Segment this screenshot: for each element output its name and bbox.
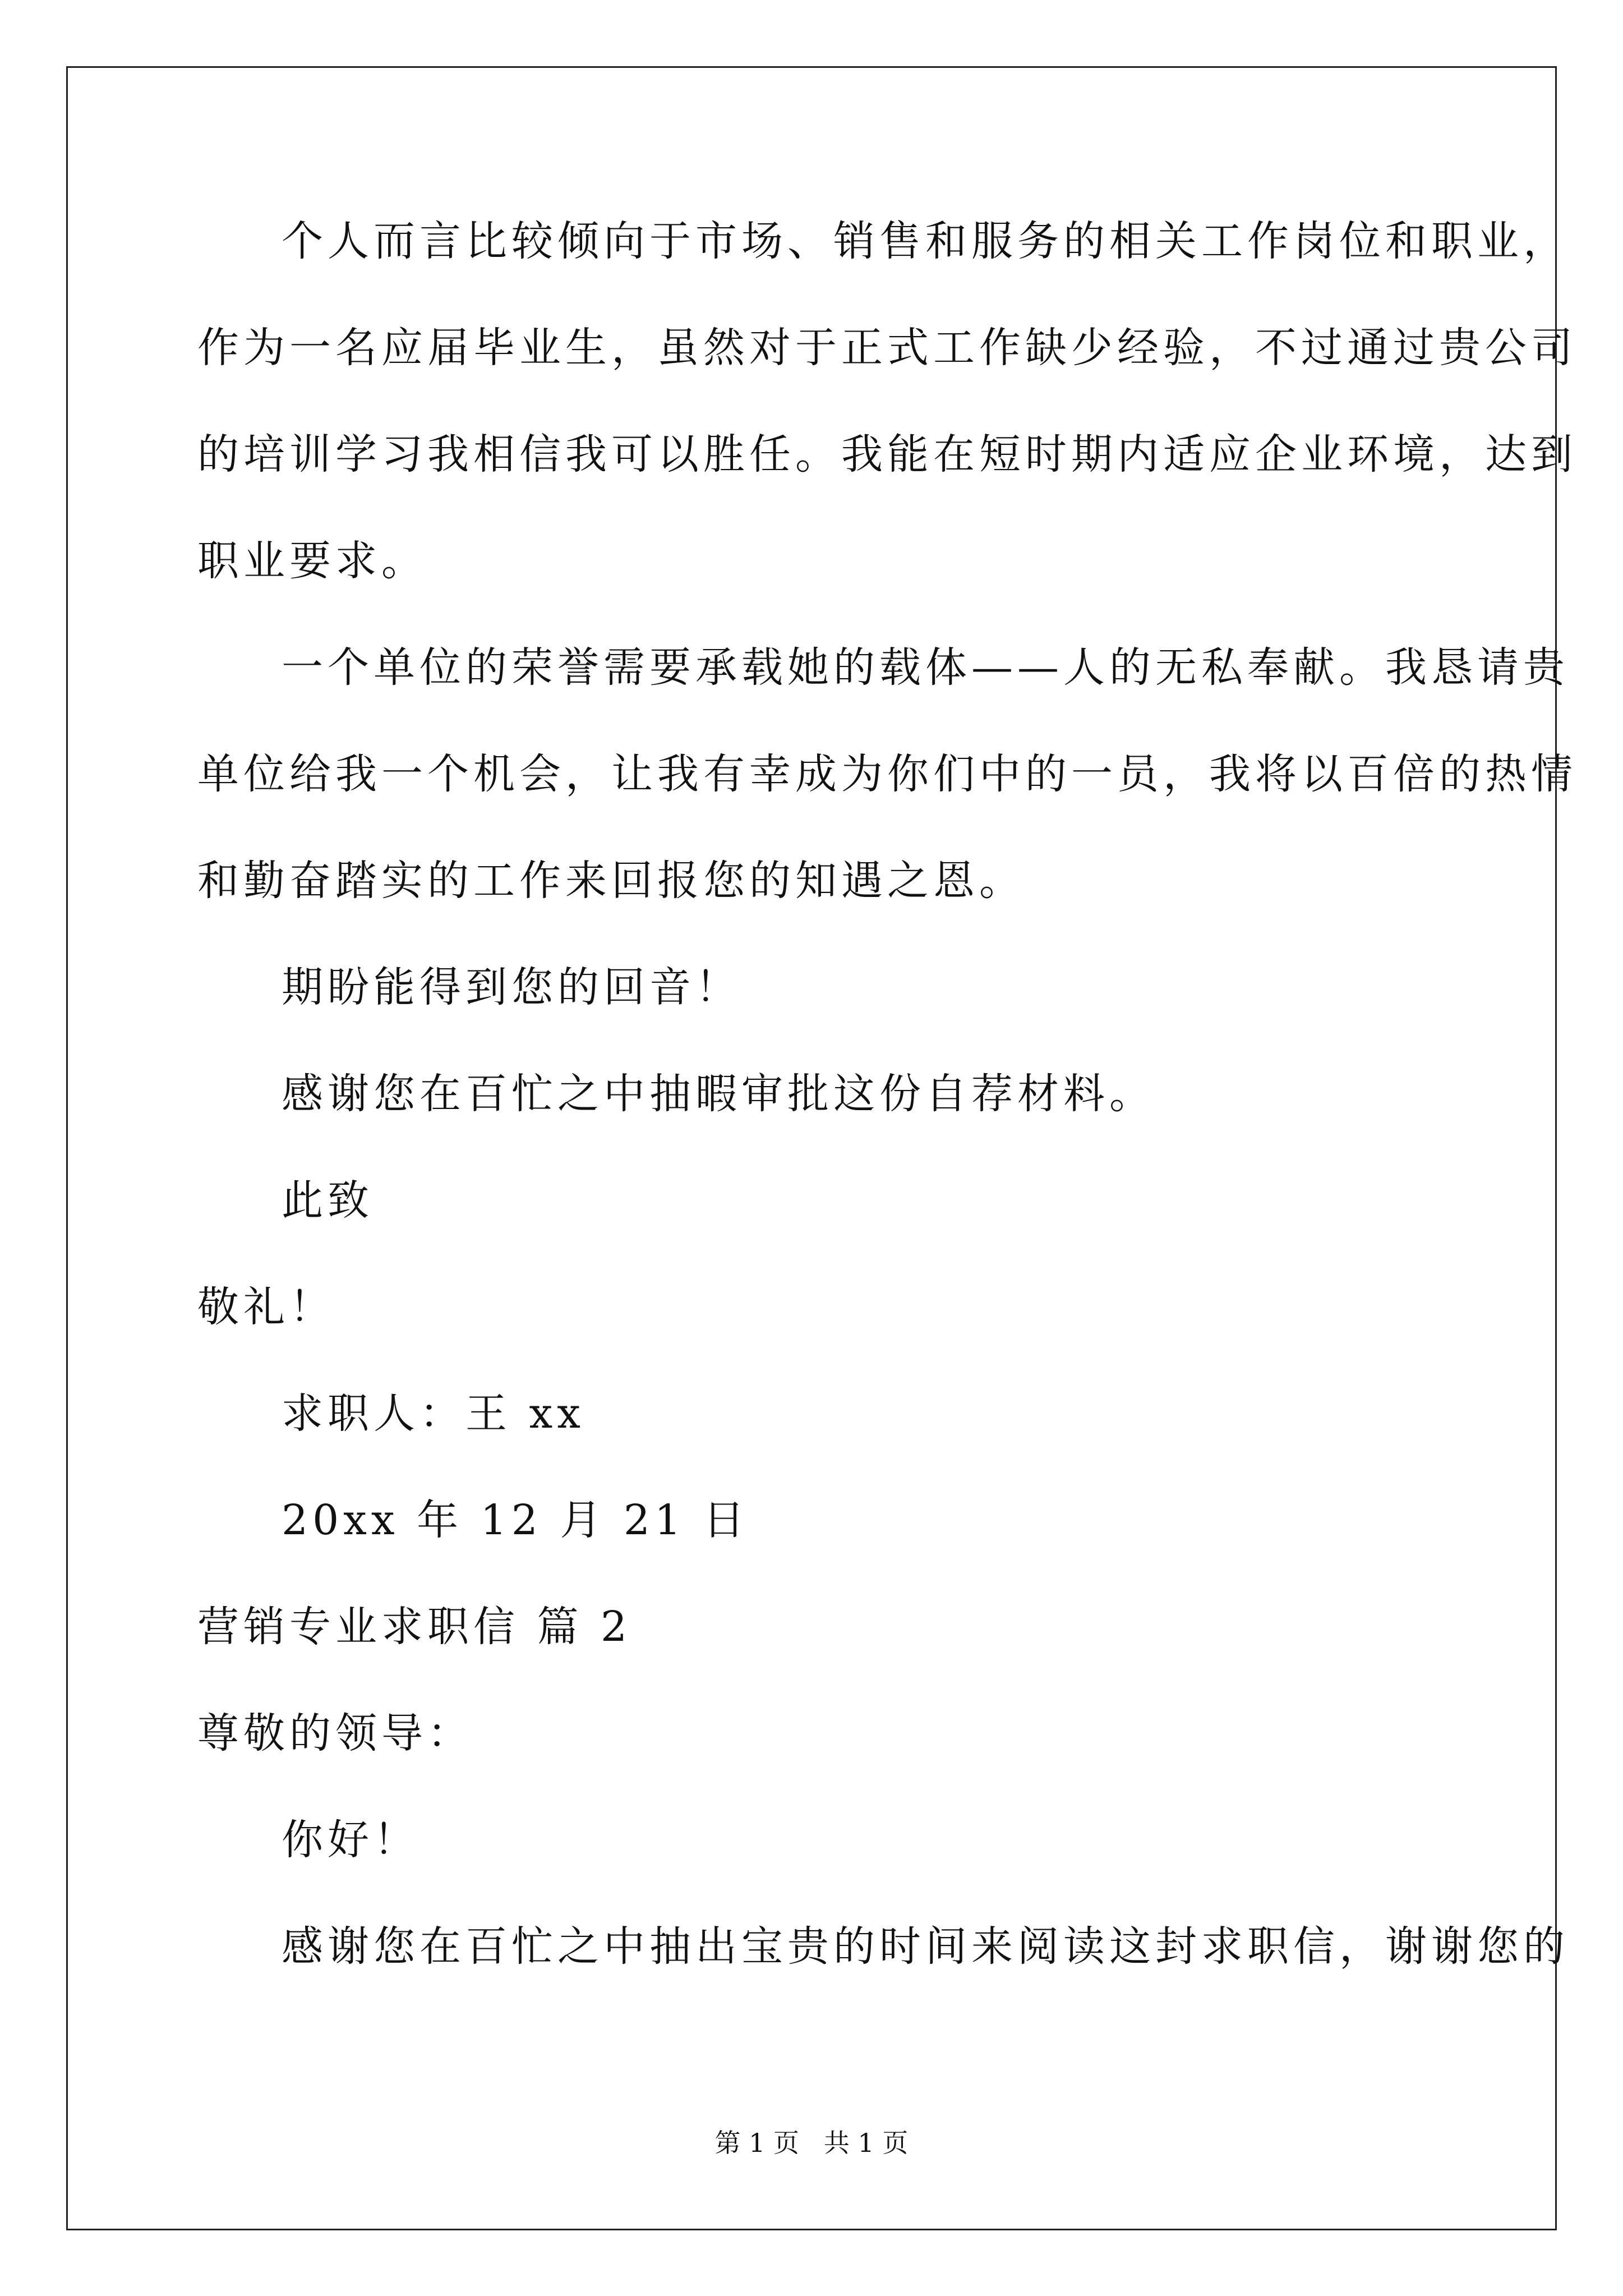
paragraph-line: 感谢您在百忙之中抽暇审批这份自荐材料。 (282, 1070, 1155, 1118)
paragraph-line: 的培训学习我相信我可以胜任。我能在短时期内适应企业环境，达到 (197, 430, 1577, 478)
paragraph-line: 期盼能得到您的回音！ (282, 963, 741, 1011)
paragraph-line: 感谢您在百忙之中抽出宝贵的时间来阅读这封求职信，谢谢您的 (282, 1922, 1569, 1971)
salutation-line: 敬礼！ (197, 1283, 335, 1331)
paragraph-line: 一个单位的荣誉需要承载她的载体——人的无私奉献。我恳请贵 (282, 643, 1569, 692)
closing-line: 此致 (282, 1176, 374, 1225)
greeting-line: 尊敬的领导： (197, 1709, 473, 1757)
page-footer: 第 1 页 共 1 页 (714, 2128, 909, 2158)
paragraph-line: 个人而言比较倾向于市场、销售和服务的相关工作岗位和职业， (282, 217, 1569, 265)
section-heading: 营销专业求职信 篇 2 (197, 1603, 632, 1651)
paragraph-line: 作为一名应届毕业生，虽然对于正式工作缺少经验，不过通过贵公司 (197, 324, 1577, 372)
date-line: 20xx 年 12 月 21 日 (282, 1496, 749, 1544)
paragraph-line: 单位给我一个机会，让我有幸成为你们中的一员，我将以百倍的热情 (197, 750, 1577, 798)
paragraph-line: 职业要求。 (197, 537, 427, 585)
greeting-line: 你好！ (282, 1816, 419, 1864)
paragraph-line: 和勤奋踏实的工作来回报您的知遇之恩。 (197, 857, 1025, 905)
signature-line: 求职人：王 xx (282, 1389, 585, 1438)
page-border (66, 66, 1557, 2230)
